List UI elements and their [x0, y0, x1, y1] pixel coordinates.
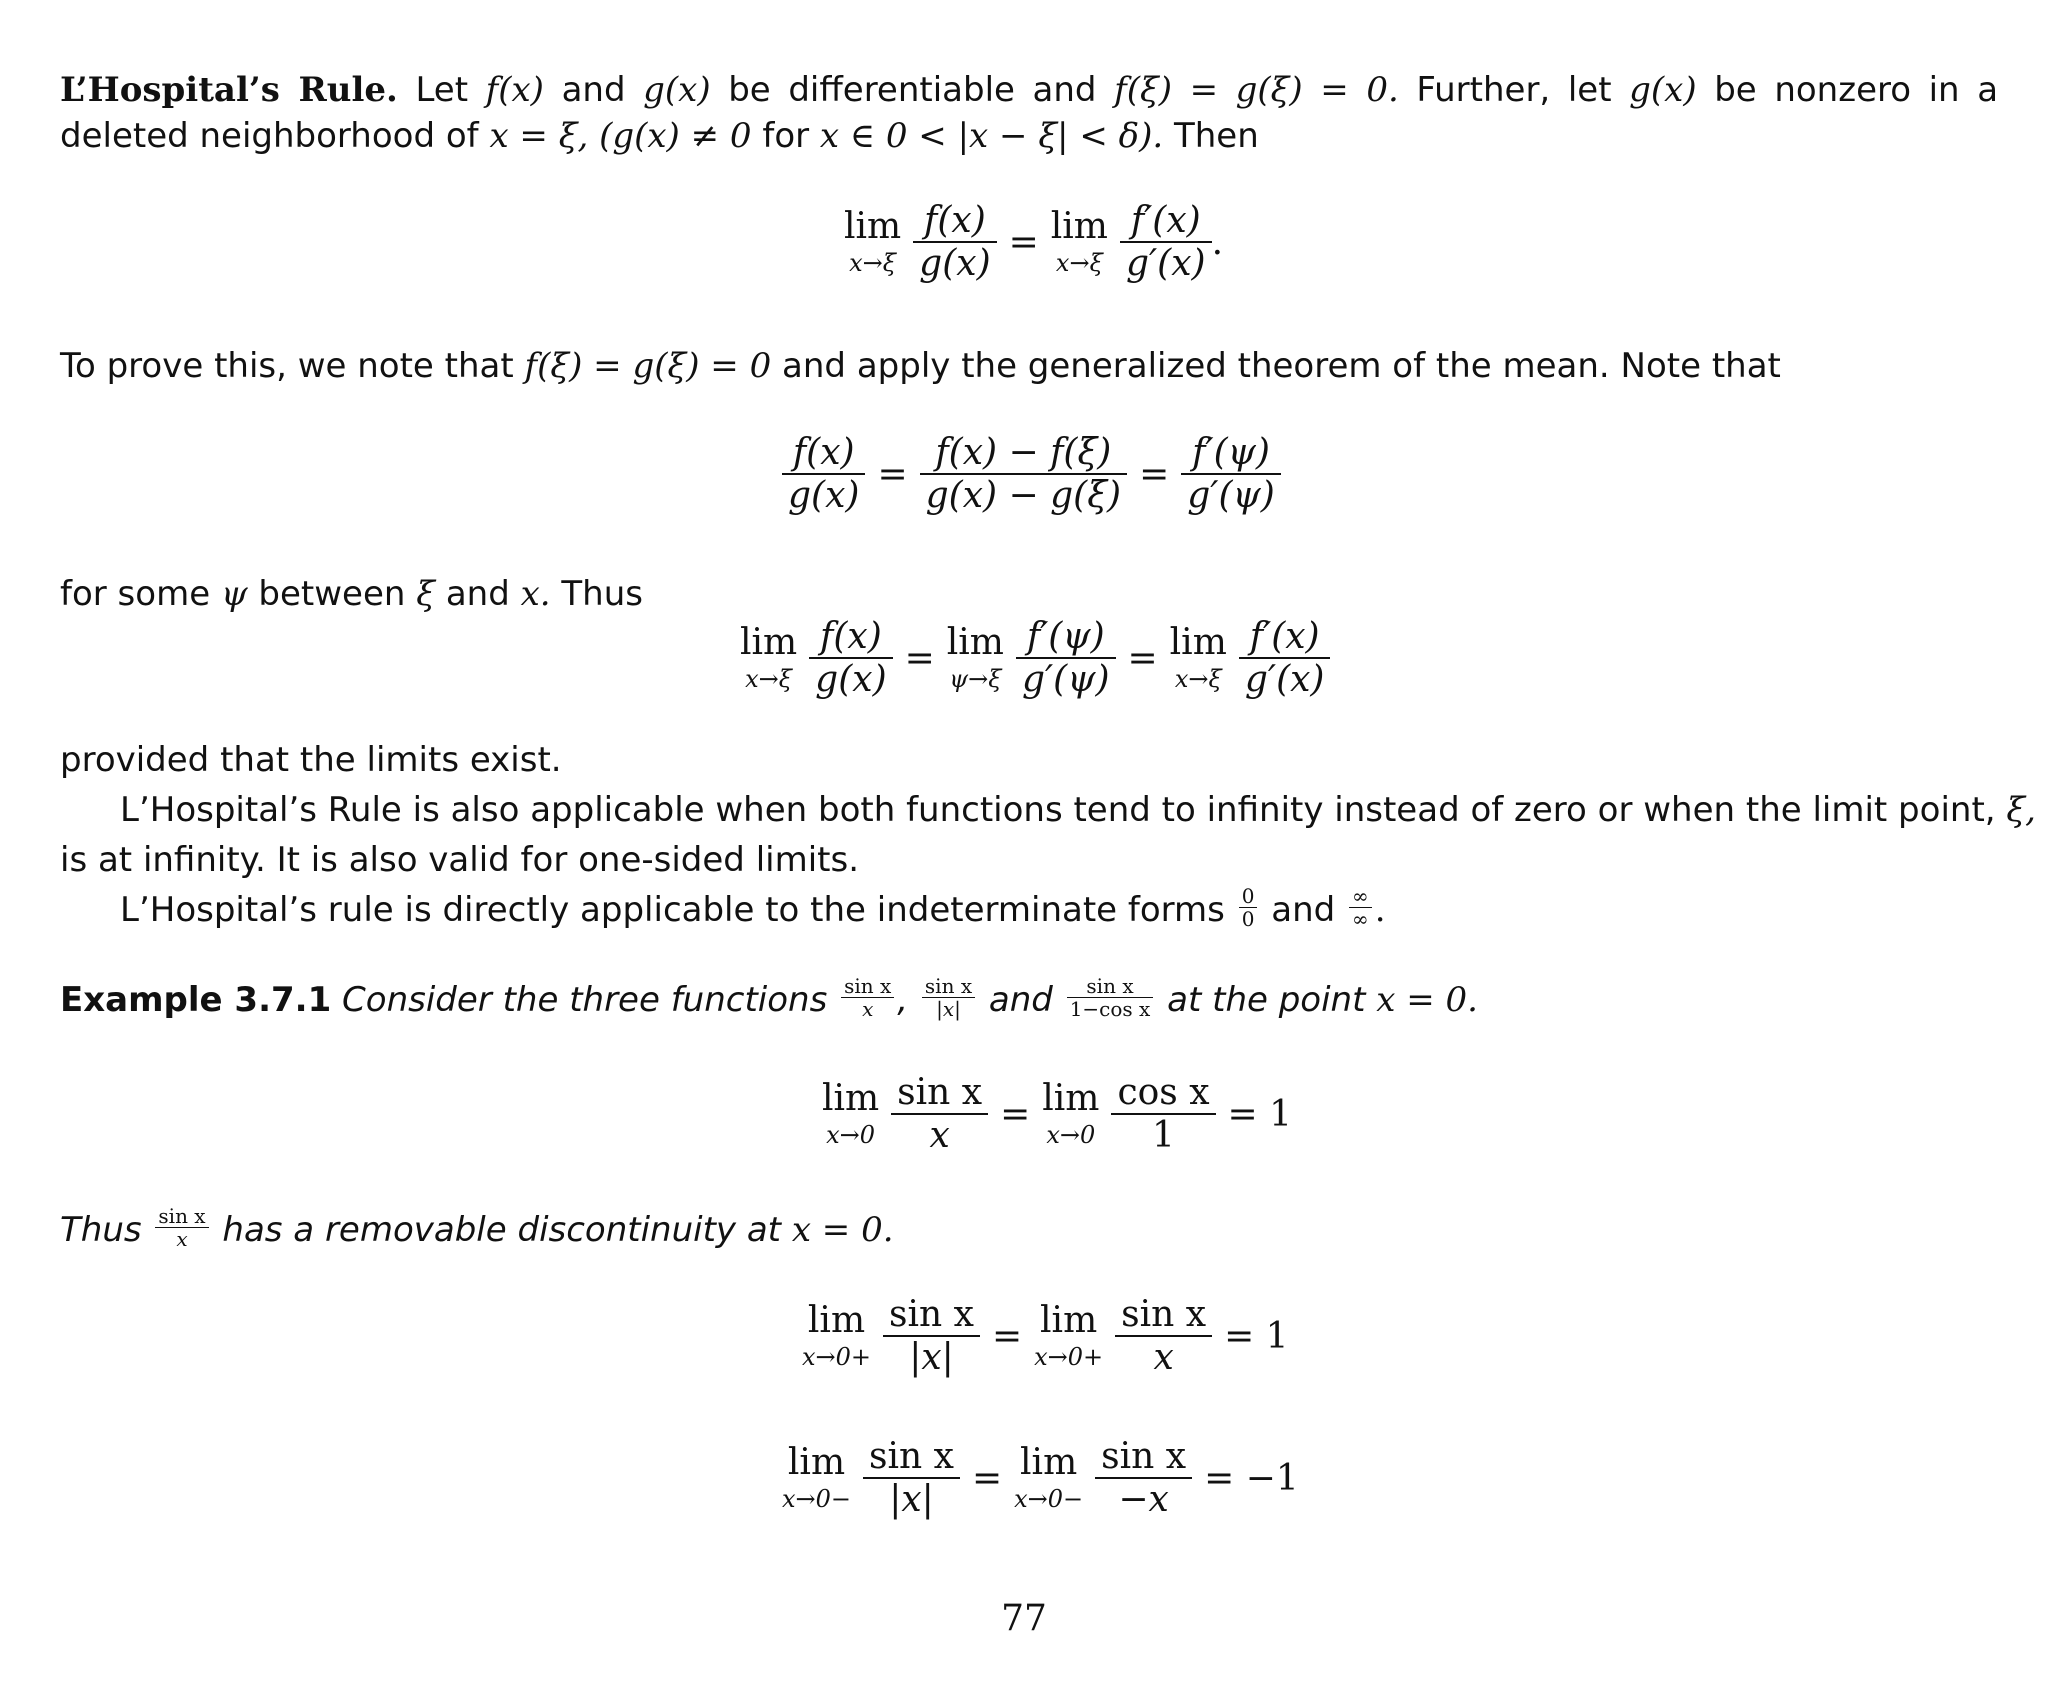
fraction-sinx-over-x: $\frac{\text{sin x}}{x}$: [155, 1205, 208, 1250]
fraction: $\frac{\text{cos x}}{1}$: [1111, 1072, 1215, 1157]
fraction-sinx-over-1-minus-cosx: $\frac{\text{sin x}}{\text{1−cos x}}$: [1067, 975, 1154, 1020]
theorem-title: L’Hospital’s Rule.: [60, 70, 398, 110]
example-label: Example 3.7.1: [60, 980, 332, 1020]
fraction: $\frac{f(x)}{g(x)}$: [913, 200, 996, 285]
example-line: Example 3.7.1 Consider the three functions $\frac{\text{sin x}}{x}$ , $\frac{\text{sin x}}{|x|}$ and $\frac{\text{sin x}}{\text{1−cos x}}$ at the point x = 0.: [60, 974, 1478, 1021]
theorem-line-1: L’Hospital’s Rule. Let f(x) and g(x) be differentiable and f(ξ) = g(ξ) = 0. Further, let g(x) be nonzero in a: [60, 70, 1999, 110]
limit-operator: lim x→0+: [1034, 1300, 1104, 1372]
fraction: $\frac{f(x)}{g(x)}$: [782, 432, 865, 517]
fraction: $\frac{f'(x)}{g'(x)}$: [1239, 616, 1331, 701]
limit-operator: lim x→ξ: [740, 622, 798, 694]
limit-operator: lim x→0+: [802, 1300, 872, 1372]
limit-operator: lim x→0: [1042, 1078, 1100, 1150]
equation-right-limit: lim x→0+ $\frac{\text{sin x}}{|x|}$ = lim x→0+ $\frac{\text{sin x}}{x}$ = 1: [802, 1294, 1289, 1379]
limit-operator: lim x→ξ: [1169, 622, 1227, 694]
equation-left-limit: lim x→0− $\frac{\text{sin x}}{|x|}$ = lim x→0− $\frac{\text{sin x}}{-x}$ = −1: [782, 1436, 1299, 1521]
limit-operator: lim x→ξ: [1050, 206, 1108, 278]
paragraph-2: L’Hospital’s rule is directly applicable to the indeterminate forms $\frac{0}{0}$ and ∞ ∞ .: [120, 884, 1386, 931]
fraction-zero-over-zero: $\frac{0}{0}$: [1239, 885, 1258, 930]
removable-line: Thus $\frac{\text{sin x}}{x}$ has a removable discontinuity at x = 0.: [60, 1204, 894, 1251]
fraction: $\frac{f(x) - f(\xi)}{g(x) - g(\xi)}$: [920, 432, 1127, 517]
equation-mean-value: $\frac{f(x)}{g(x)}$ = $\frac{f(x) - f(\xi)}{g(x) - g(\xi)}$ = $\frac{f'(\psi)}{g'(\psi)}$: [776, 432, 1287, 517]
equation-sinx-over-x: lim x→0 $\frac{\text{sin x}}{x}$ = lim x→0 $\frac{\text{cos x}}{1}$ = 1: [822, 1072, 1293, 1157]
thus-line: for some ψ between ξ and x. Thus: [60, 574, 643, 614]
fraction: $\frac{\text{sin x}}{|x|}$: [883, 1294, 980, 1379]
limit-operator: lim x→ξ: [844, 206, 902, 278]
equation-limit-chain: lim x→ξ $\frac{f(x)}{g(x)}$ = lim ψ→ξ $\frac{f'(\psi)}{g'(\psi)}$ = lim x→ξ $\frac{f'(x)}{g'(x)}$: [734, 616, 1336, 701]
fraction: $\frac{\text{sin x}}{x}$: [891, 1072, 988, 1157]
fraction: $\frac{f'(\psi)}{g'(\psi)}$: [1016, 616, 1116, 701]
paragraph-1-line-2: is at infinity. It is also valid for one-sided limits.: [60, 840, 859, 880]
paragraph-1-line-1: L’Hospital’s Rule is also applicable when both functions tend to infinity instead of zero or when the limit point, ξ,: [120, 790, 2036, 830]
fraction-sinx-over-x: $\frac{\text{sin x}}{x}$: [841, 975, 894, 1020]
fraction: $\frac{f(x)}{g(x)}$: [809, 616, 892, 701]
fraction: $\frac{\text{sin x}}{-x}$: [1095, 1436, 1192, 1521]
fraction-sinx-over-absx: $\frac{\text{sin x}}{|x|}$: [922, 975, 975, 1020]
limit-operator: lim x→0−: [1014, 1442, 1084, 1514]
limit-operator: lim ψ→ξ: [946, 622, 1004, 694]
fraction: $\frac{f'(\psi)}{g'(\psi)}$: [1181, 432, 1281, 517]
limit-operator: lim x→0−: [782, 1442, 852, 1514]
fraction: $\frac{f'(x)}{g'(x)}$: [1120, 200, 1212, 285]
page-number: 77: [1001, 1598, 1047, 1639]
fraction-inf-over-inf: ∞ ∞: [1349, 885, 1372, 930]
theorem-line-2: deleted neighborhood of x = ξ, (g(x) ≠ 0 for x ∈ 0 < |x − ξ| < δ). Then: [60, 116, 1259, 156]
provided-line: provided that the limits exist.: [60, 740, 562, 780]
equation-lhospital: lim x→ξ $\frac{f(x)}{g(x)}$ = lim x→ξ $\frac{f'(x)}{g'(x)}$ .: [844, 200, 1224, 285]
fraction: $\frac{\text{sin x}}{|x|}$: [863, 1436, 960, 1521]
proof-line: To prove this, we note that f(ξ) = g(ξ) = 0 and apply the generalized theorem of the mean. Note that: [60, 346, 1781, 386]
limit-operator: lim x→0: [822, 1078, 880, 1150]
fraction: $\frac{\text{sin x}}{x}$: [1115, 1294, 1212, 1379]
